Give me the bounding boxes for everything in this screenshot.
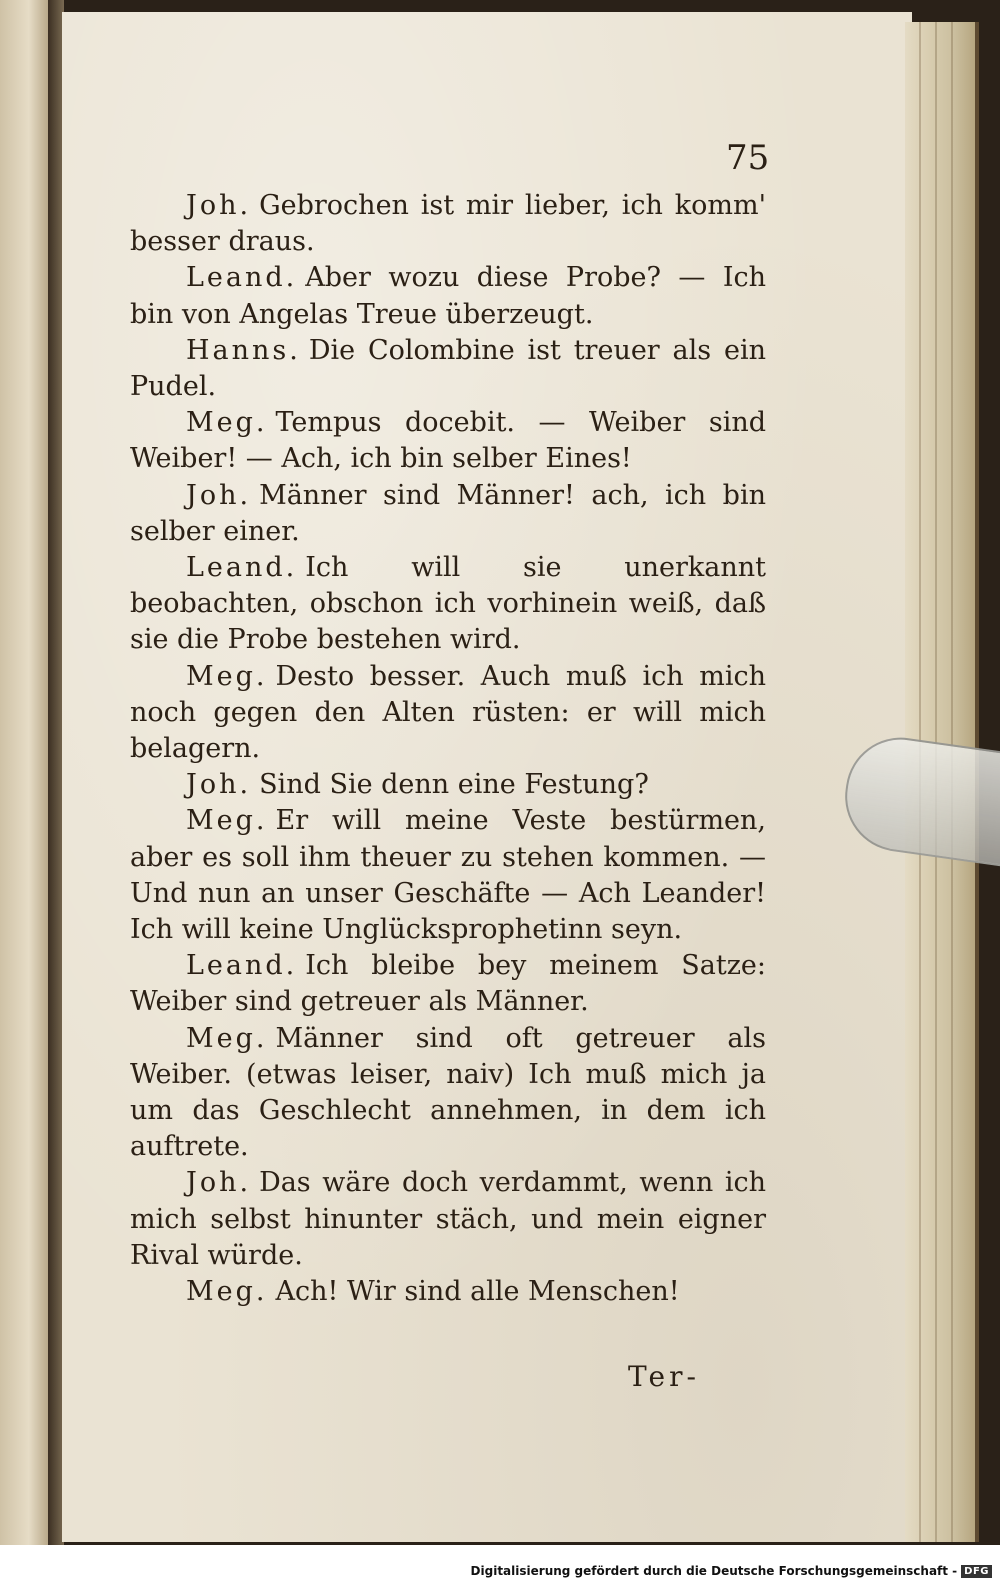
dialogue-text: Das wäre doch verdammt, wenn ich mich selbst hinunter stäch, und mein eigner Rival würde. — [130, 1167, 766, 1271]
play-text — [130, 188, 766, 1310]
speaker-name: Meg. — [186, 805, 268, 837]
speaker-name: Joh. — [186, 769, 252, 801]
speaker-name: Meg. — [186, 660, 268, 692]
dialogue-text: Männer sind oft getreuer als Weiber. (etwas leiser, naiv) Ich muß mich ja um das Geschlecht annehmen, in dem ich auftrete. — [130, 1022, 766, 1163]
dialogue-text: Gebrochen ist mir lieber, ich komm' besser draus. — [130, 190, 766, 258]
dialogue-line — [130, 1274, 766, 1310]
dialogue-text: Er will meine Veste bestürmen, aber es soll ihm theuer zu stehen kommen. — Und nun an unser Geschäfte — Ach Leander! Ich will keine Unglücksprophetinn seyn. — [130, 805, 766, 946]
dialogue-text: Ich will sie unerkannt beobachten, obschon ich vorhinein weiß, daß sie die Probe bestehen wird. — [130, 552, 766, 656]
speaker-name: Meg. — [186, 407, 268, 439]
dialogue-text: Tempus docebit. — Weiber sind Weiber! — Ach, ich bin selber Eines! — [130, 407, 766, 475]
dialogue-text: Die Colombine ist treuer als ein Pudel. — [130, 334, 766, 403]
speaker-name: Joh. — [186, 479, 252, 511]
speaker-name: Leand. — [186, 552, 298, 584]
speaker-name: Leand. — [186, 262, 298, 294]
speaker-name: Meg. — [186, 1276, 268, 1308]
catchword: Ter- — [628, 1360, 700, 1393]
dialogue-text: Desto besser. Auch muß ich mich noch gegen den Alten rüsten: er will mich belagern. — [130, 660, 766, 765]
dialogue-line — [130, 188, 766, 260]
speaker-name: Joh. — [186, 1167, 252, 1199]
dialogue-line — [130, 767, 766, 803]
dfg-logo: DFG — [961, 1565, 992, 1578]
speaker-name: Leand. — [186, 950, 298, 982]
page-number: 75 — [726, 138, 770, 178]
footer-credit — [471, 1564, 992, 1578]
speaker-name: Hanns. — [186, 334, 301, 366]
dialogue-text: Ach! Wir sind alle Menschen! — [275, 1276, 680, 1308]
dialogue-line — [130, 803, 766, 948]
dialogue-line — [130, 659, 766, 768]
dialogue-line — [130, 550, 766, 659]
footer-credit-text: Digitalisierung gefördert durch die Deutsche Forschungsgemeinschaft - — [470, 1564, 958, 1578]
dialogue-text: Männer sind Männer! ach, ich bin selber einer. — [130, 479, 766, 547]
dialogue-text: Ich bleibe bey meinem Satze: Weiber sind getreuer als Männer. — [130, 950, 766, 1018]
speaker-name: Meg. — [186, 1022, 268, 1054]
speaker-name: Joh. — [186, 190, 252, 221]
dialogue-line — [130, 405, 766, 477]
dialogue-line — [130, 478, 766, 550]
dialogue-line — [130, 1165, 766, 1274]
dialogue-line — [130, 948, 766, 1020]
dialogue-line — [130, 260, 766, 332]
dialogue-text: Sind Sie denn eine Festung? — [259, 769, 649, 801]
dialogue-line — [130, 1021, 766, 1166]
dialogue-text: Aber wozu diese Probe? — Ich bin von Angelas Treue überzeugt. — [130, 262, 766, 330]
dialogue-line — [130, 333, 766, 405]
left-page-edge — [0, 0, 51, 1545]
